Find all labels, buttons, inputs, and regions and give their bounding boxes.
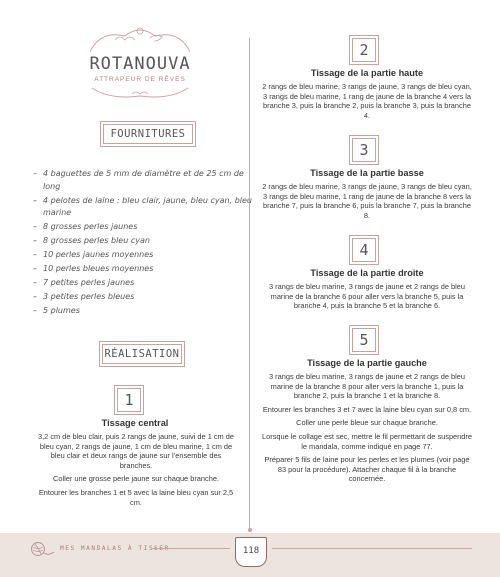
step-5-text xyxy=(262,372,472,488)
step-1-title: Tissage central xyxy=(101,418,169,428)
step-4-paragraph: 3 rangs de bleu marine, 3 rangs de jaune et 2 rangs de bleu marine de la branche 6 pour aller vers la branche 5, puis la branche 4, puis la branche 5 et la branche 6. xyxy=(269,282,465,311)
step-2-title: Tissage de la partie haute xyxy=(310,68,424,78)
step-3-title: Tissage de la partie basse xyxy=(310,168,424,178)
list-item: – 4 baguettes de 5 mm de diamètre et de 25 cm de long xyxy=(33,169,244,191)
step-3-number: 3 xyxy=(352,138,376,162)
step-1-paragraph: Coller une grosse perle jaune sur chaque branche. xyxy=(53,474,219,484)
running-title: MES MANDALAS À TISSER xyxy=(60,545,170,552)
step-5-number: 5 xyxy=(352,328,376,352)
step-2-paragraph: 2 rangs de bleu marine, 3 rangs de jaune, 3 rangs de bleu cyan, 3 rangs de bleu marine, 1 rang de jaune de la branche 4 vers la branche 3, puis la branche 2, puis la branche 3, puis la branche 4. xyxy=(262,82,472,120)
step-4-title: Tissage de la partie droite xyxy=(310,268,424,278)
step-1-number: 1 xyxy=(117,388,141,412)
step-4-text xyxy=(262,282,472,315)
step-5-paragraph: Préparer 5 fils de laine pour les perles et les plumes (voir page 83 pour la procédure). Attacher chaque fil à la branche concernée. xyxy=(264,455,470,484)
list-item: – 8 grosses perles bleu cyan xyxy=(33,236,150,245)
footer-rule xyxy=(272,548,472,549)
yarn-icon xyxy=(30,541,56,557)
step-2-number: 2 xyxy=(352,38,376,62)
step-5-paragraph: Lorsque le collage est sec, mettre le fil permettant de suspendre le mandala, comme indiqué en page 77. xyxy=(262,431,472,451)
page-footer xyxy=(0,533,500,577)
step-2-text xyxy=(262,82,472,124)
supplies-list xyxy=(33,168,253,319)
step-1-text xyxy=(34,432,238,511)
step-5-title: Tissage de la partie gauche xyxy=(307,358,427,368)
project-title: ROTANOUVA xyxy=(89,54,191,74)
list-item: – 7 petites perles jaunes xyxy=(33,278,135,287)
step-3-paragraph: 2 rangs de bleu marine, 3 rangs de jaune, 3 rangs de bleu cyan, 3 rangs de bleu marine, 1 rang de jaune de la branche 8 vers la branche 7, puis la branche 6, puis la branche 7, puis la branche 8. xyxy=(262,182,472,220)
step-3-text xyxy=(262,182,472,224)
project-subtitle: ATTRAPEUR DE RÊVES xyxy=(94,76,186,83)
step-1-paragraph: 3,2 cm de bleu clair, puis 2 rangs de jaune, suivi de 1 cm de bleu cyan, 2 rangs de jaune, 1 cm de bleu marine, 1 cm de bleu clair et deux rangs de jaune sur l’ensemble des branches. xyxy=(38,432,234,470)
step-5-paragraph: Entourer les branches 3 et 7 avec la laine bleu cyan sur 0,8 cm. xyxy=(262,404,472,414)
step-4-number: 4 xyxy=(352,238,376,262)
step-1-paragraph: Entourer les branches 1 et 5 avec la laine bleu cyan sur 2,5 cm. xyxy=(38,487,234,507)
list-item: – 10 perles jaunes moyennes xyxy=(33,250,154,259)
step-5-paragraph: Coller une perle bleue sur chaque branche. xyxy=(296,418,438,428)
realisation-heading: RÉALISATION xyxy=(102,344,182,364)
step-5-paragraph: 3 rangs de bleu marine, 3 rangs de jaune et 2 rangs de bleu marine de la branche 8 pour aller vers la branche 1, puis la branche 2, puis la branche 1 et la branche 8. xyxy=(269,372,465,401)
list-item: – 8 grosses perles jaunes xyxy=(33,222,138,231)
column-divider xyxy=(249,38,250,530)
list-item: – 3 petites perles bleues xyxy=(33,292,135,301)
page-number: 118 xyxy=(235,537,267,567)
project-logo xyxy=(70,22,210,102)
list-item: – 4 pelotes de laine : bleu clair, jaune, bleu cyan, bleu marine xyxy=(33,195,252,217)
list-item: – 10 perles bleues moyennes xyxy=(33,264,154,273)
list-item: – 5 plumes xyxy=(33,306,80,315)
fournitures-heading: FOURNITURES xyxy=(103,124,193,144)
footer-rule xyxy=(152,548,230,549)
